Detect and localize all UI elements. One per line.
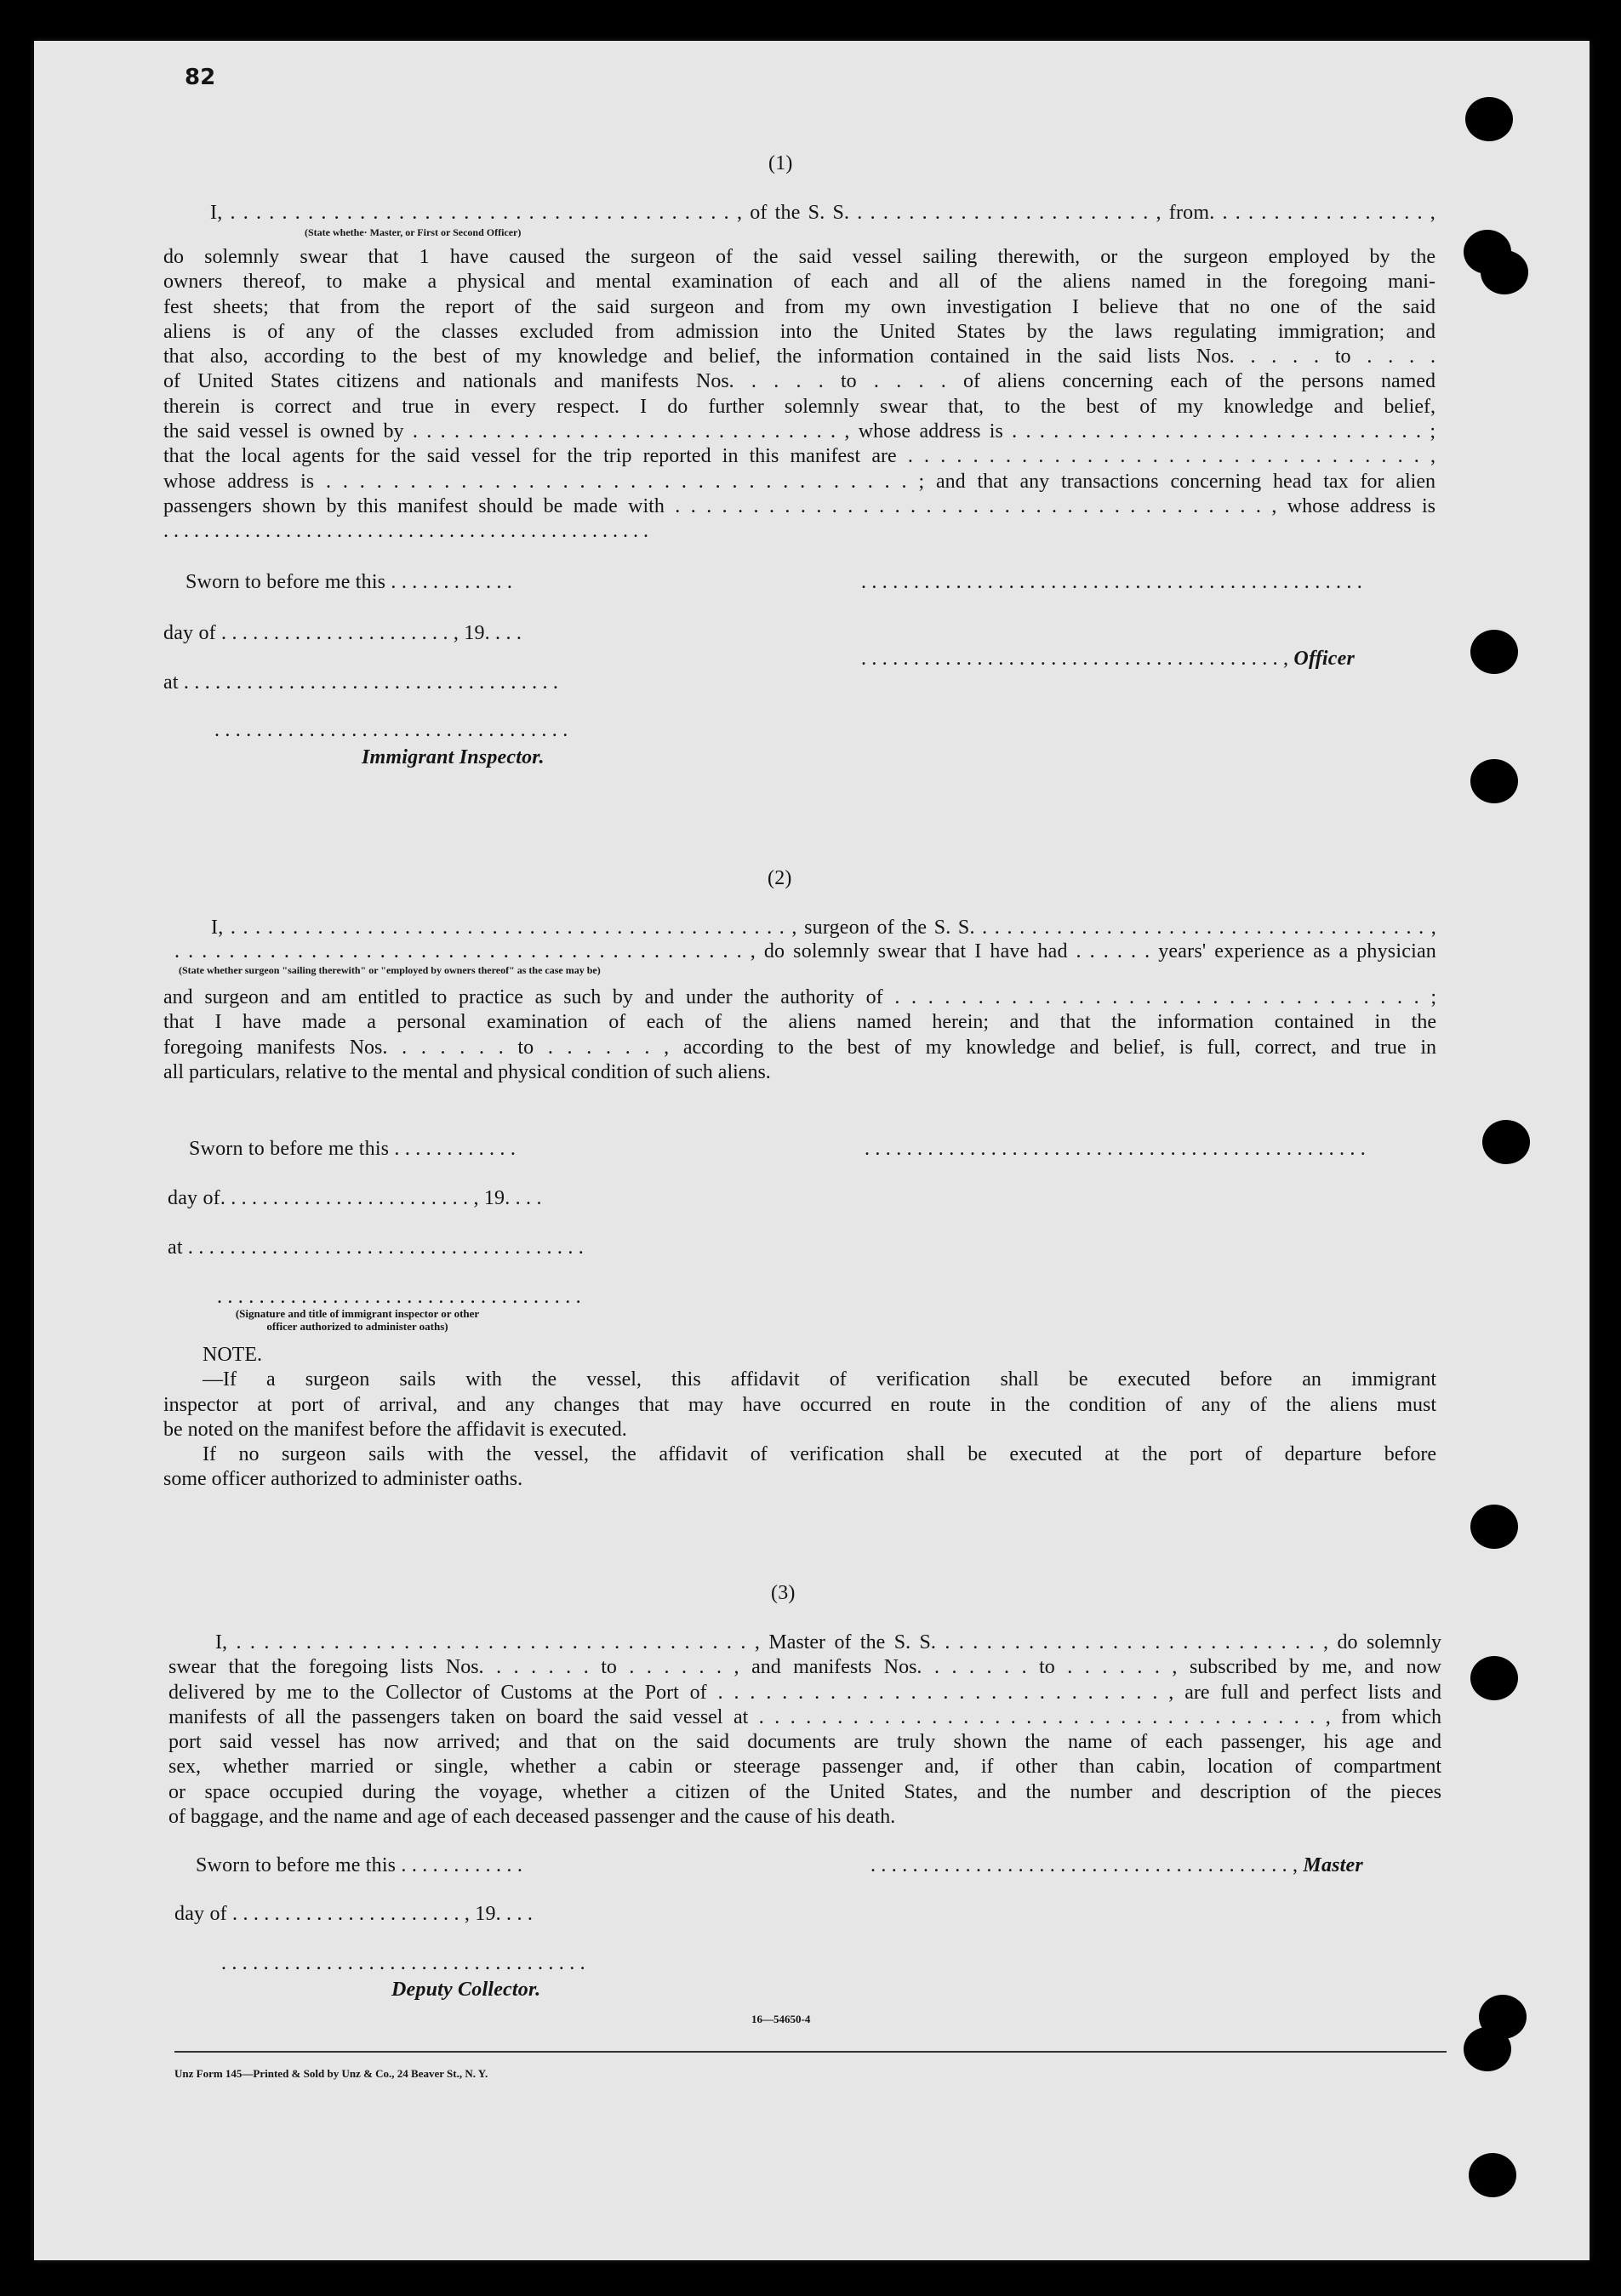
punch-hole	[1470, 1656, 1518, 1700]
corner-mark: 82	[185, 65, 216, 90]
at-line: at . . . . . . . . . . . . . . . . . . . . . . . . . . . . . . . . . . . . . .	[168, 1237, 584, 1259]
oath-line: that also, according to the best of my knowledge and belief, the information contained in the said lists Nos. . . . . to . . . .	[163, 346, 1435, 368]
punch-hole	[1470, 759, 1518, 803]
master-label: Master	[1303, 1854, 1363, 1876]
note-line: If no surgeon sails with the vessel, the affidavit of verification shall be executed at the port of departure before	[203, 1443, 1436, 1466]
note-line: inspector at port of arrival, and any changes that may have occurred en route in the condition of any of the aliens must	[163, 1393, 1436, 1416]
section-3-number: (3)	[771, 1582, 796, 1604]
printer-imprint: Unz Form 145—Printed & Sold by Unz & Co., 24 Beaver St., N. Y.	[174, 2067, 488, 2080]
oath-line: of United States citizens and nationals and manifests Nos. . . . . to . . . . of aliens concerning each of the persons named	[163, 370, 1435, 393]
section-1-number: (1)	[768, 152, 793, 174]
punch-hole	[1470, 1505, 1518, 1549]
officer-signature-line	[861, 647, 1355, 671]
collector-signature-line: . . . . . . . . . . . . . . . . . . . . . . . . . . . . . . . . . . .	[221, 1952, 585, 1974]
day-of-line: day of. . . . . . . . . . . . . . . . . . . . . . . . , 19. . . .	[168, 1187, 542, 1209]
footer-rule	[174, 2051, 1447, 2053]
oath-line: passengers shown by this manifest should be made with . . . . . . . . . . . . . . . . . . . . . . . . . . . . . . . . . . . . . . , whose address is	[163, 494, 1435, 517]
punch-hole	[1469, 2153, 1516, 2197]
punch-hole	[1481, 250, 1528, 294]
oath-line: I, . . . . . . . . . . . . . . . . . . . . . . . . . . . . . . . . . . . . . , Master of the S. S. . . . . . . . . . . . . . . . . . . . . . . . . . . . , do solemnly	[215, 1631, 1441, 1653]
signature-line: . . . . . . . . . . . . . . . . . . . . . . . . . . . . . . . . . . . . . . . . . . . . . . . .	[861, 571, 1362, 593]
signature-line: . . . . . . . . . . . . . . . . . . . . . . . . . . . . . . . . . . . . . . . . . . . . . . . .	[865, 1138, 1366, 1160]
note-text	[163, 1343, 1436, 1493]
punch-hole	[1482, 1120, 1530, 1164]
at-line: at . . . . . . . . . . . . . . . . . . . . . . . . . . . . . . . . . . . .	[163, 671, 559, 694]
oath-line: of baggage, and the name and age of each deceased passenger and the cause of his death.	[168, 1806, 896, 1829]
sworn-line: Sworn to before me this . . . . . . . . . . . .	[189, 1138, 517, 1160]
section-3-oath-text	[168, 1631, 1441, 1830]
surgeon-line-2: . . . . . . . . . . . . . . . . . . . . . . . . . . . . . . . . . . . . . . . . . . , do solemnly swear that I have had . . . . . . years' experience as a physician	[174, 940, 1436, 962]
oath-line: foregoing manifests Nos. . . . . . . to . . . . . . , according to the best of my knowledge and belief, is full, correct, and true in	[163, 1036, 1436, 1059]
master-signature-dots: . . . . . . . . . . . . . . . . . . . . . . . . . . . . . . . . . . . . . . . . ,	[870, 1854, 1299, 1876]
punch-hole	[1464, 2027, 1511, 2071]
inspector-label: Immigrant Inspector.	[362, 746, 545, 768]
oath-line: whose address is . . . . . . . . . . . . . . . . . . . . . . . . . . . . . . . . . . . ; and that any transactions concerning head tax for alien	[163, 470, 1435, 493]
note-line	[163, 1343, 1436, 1393]
day-of-line: day of . . . . . . . . . . . . . . . . . . . . . . , 19. . . .	[174, 1903, 534, 1925]
section-2-number: (2)	[768, 867, 792, 889]
oath-line: manifests of all the passengers taken on board the said vessel at . . . . . . . . . . . . . . . . . . . . . . . . . . . . . . . . . . . . , from which	[168, 1705, 1441, 1728]
form-code: 16—54650-4	[751, 2013, 811, 2025]
manifest-affidavit-page	[34, 41, 1590, 2260]
surgeon-status-note: (State whether surgeon "sailing therewith" or "employed by owners thereof" as the case may be)	[179, 964, 601, 976]
punch-hole	[1465, 97, 1513, 141]
oath-line: . . . . . . . . . . . . . . . . . . . . . . . . . . . . . . . . . . . . . . . . . . . . . . . .	[163, 520, 648, 543]
day-of-line: day of . . . . . . . . . . . . . . . . . . . . . . , 19. . . .	[163, 622, 522, 644]
oath-line: all particulars, relative to the mental and physical condition of such aliens.	[163, 1060, 771, 1083]
oath-line: therein is correct and true in every respect. I do further solemnly swear that, to the best of my knowledge and belief,	[163, 395, 1435, 418]
oath-line: and surgeon and am entitled to practice as such by and under the authority of . . . . . . . . . . . . . . . . . . . . . . . . . . . . . . . . ;	[163, 986, 1436, 1008]
oath-line: port said vessel has now arrived; and that on the said documents are truly shown the name of each passenger, his age and	[168, 1731, 1441, 1754]
signature-title-note: (Signature and title of immigrant inspector or other officer authorized to administer oaths)	[235, 1307, 480, 1333]
officer-rank-note: (State whethe· Master, or First or Second Officer)	[305, 226, 522, 238]
oath-line: fest sheets; that from the report of the said surgeon and from my own investigation I believe that no one of the said	[163, 295, 1435, 318]
oath-line: sex, whether married or single, whether a cabin or steerage passenger and, if other than cabin, location of compartment	[168, 1756, 1441, 1779]
section-1-header-line: I, . . . . . . . . . . . . . . . . . . . . . . . . . . . . . . . . . . . . . . . , of the S. S. . . . . . . . . . . . . . . . . . . . . . . . , from. . . . . . . . . . . . . . . . . ,	[210, 202, 1435, 224]
officer-label: Officer	[1293, 648, 1356, 670]
note-label: NOTE.	[203, 1344, 262, 1366]
master-signature-line	[870, 1853, 1363, 1878]
oath-line: do solemnly swear that 1 have caused the surgeon of the said vessel sailing therewith, or the surgeon employed by the	[163, 246, 1435, 268]
surgeon-line-1: I, . . . . . . . . . . . . . . . . . . . . . . . . . . . . . . . . . . . . . . . . . . . . . , surgeon of the S. S. . . . . . . . . . . . . . . . . . . . . . . . . . . . . . . . . . . . . ,	[211, 917, 1436, 939]
note-text-run: —If a surgeon sails with the vessel, this affidavit of verification shall be executed before an immigrant	[203, 1368, 1436, 1391]
oath-line: the said vessel is owned by . . . . . . . . . . . . . . . . . . . . . . . . . . . . . . . , whose address is . . . . . . . . . . . . . . . . . . . . . . . . . . . . . . ;	[163, 420, 1435, 443]
officer-signature-dots: . . . . . . . . . . . . . . . . . . . . . . . . . . . . . . . . . . . . . . . . ,	[861, 648, 1289, 670]
oath-line: or space occupied during the voyage, whether a citizen of the United States, and the number and description of the pieces	[168, 1780, 1441, 1803]
oath-line: that the local agents for the said vessel for the trip reported in this manifest are . . . . . . . . . . . . . . . . . . . . . . . . . . . . . . . . ,	[163, 445, 1435, 468]
sworn-line: Sworn to before me this . . . . . . . . . . . .	[196, 1854, 523, 1876]
oath-line: that I have made a personal examination of each of the aliens named herein; and that the information contained in the	[163, 1011, 1436, 1034]
sworn-line: Sworn to before me this . . . . . . . . . . . .	[186, 571, 513, 593]
collector-label: Deputy Collector.	[391, 1979, 541, 2001]
punch-hole	[1470, 630, 1518, 674]
oath-line: swear that the foregoing lists Nos. . . . . . . to . . . . . . , and manifests Nos. . . . . . . to . . . . . . , subscribed by me, and now	[168, 1656, 1441, 1679]
section-1-oath-text	[163, 245, 1435, 545]
note-line: be noted on the manifest before the affidavit is executed.	[163, 1418, 627, 1441]
oath-line: delivered by me to the Collector of Customs at the Port of . . . . . . . . . . . . . . . . . . . . . . . . . . . . , are full and perfect lists and	[168, 1681, 1441, 1704]
oath-line: owners thereof, to make a physical and mental examination of each and all of the aliens named in the foregoing mani-	[163, 271, 1435, 294]
section-2-oath-text	[163, 985, 1436, 1085]
note-line: some officer authorized to administer oaths.	[163, 1468, 523, 1491]
oath-line: aliens is of any of the classes excluded from admission into the United States by the laws regulating immigration; and	[163, 320, 1435, 343]
inspector-signature-line: . . . . . . . . . . . . . . . . . . . . . . . . . . . . . . . . . .	[214, 719, 568, 741]
inspector-signature-line: . . . . . . . . . . . . . . . . . . . . . . . . . . . . . . . . . . .	[217, 1286, 581, 1308]
